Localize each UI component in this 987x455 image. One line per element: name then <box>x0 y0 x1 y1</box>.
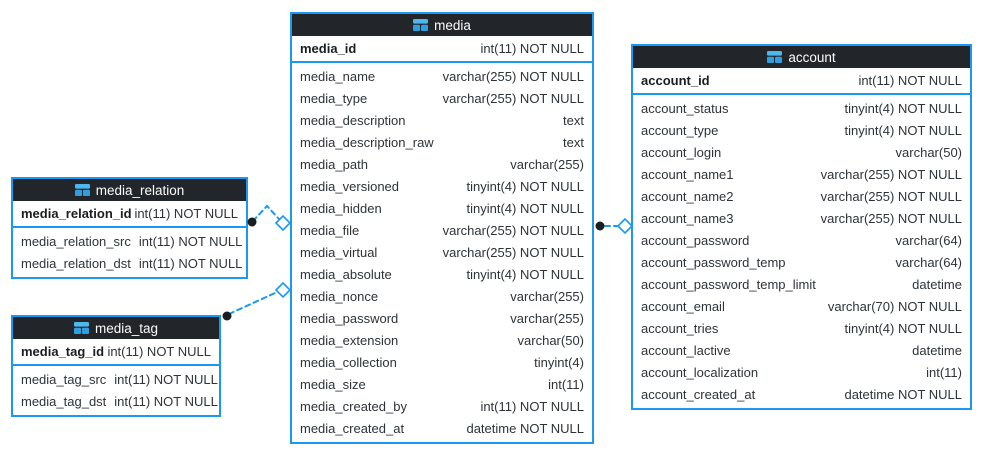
relation-dot <box>223 312 232 321</box>
column-row[interactable] <box>292 329 592 351</box>
column-row[interactable] <box>292 417 592 439</box>
pk-row[interactable] <box>292 36 592 63</box>
column-row[interactable] <box>633 229 970 251</box>
column-name: media_description_raw <box>300 134 434 150</box>
column-type: varchar(255) NOT NULL <box>820 210 962 226</box>
column-row[interactable] <box>292 395 592 417</box>
column-type: datetime <box>912 276 962 292</box>
column-name: account_lactive <box>641 342 731 358</box>
column-name: account_name3 <box>641 210 734 226</box>
column-name: media_tag_id <box>21 344 105 359</box>
column-type: int(11) NOT NULL <box>134 206 238 221</box>
column-name: account_password <box>641 232 750 248</box>
column-type: varchar(255) NOT NULL <box>820 188 962 204</box>
column-name: media_collection <box>300 354 397 370</box>
table-header-media_relation[interactable] <box>13 179 246 201</box>
column-row[interactable] <box>633 207 970 229</box>
column-name: account_name2 <box>641 188 734 204</box>
column-row[interactable] <box>633 141 970 163</box>
column-row[interactable] <box>633 361 970 383</box>
column-type: varchar(255) <box>510 310 584 326</box>
column-row[interactable] <box>13 368 219 390</box>
column-row[interactable] <box>633 163 970 185</box>
column-type: varchar(64) <box>895 232 962 248</box>
column-row[interactable] <box>292 87 592 109</box>
column-type: tinyint(4) NOT NULL <box>844 320 962 336</box>
column-name: media_tag_dst <box>21 393 107 409</box>
column-type: int(11) NOT NULL <box>114 371 218 387</box>
column-type: tinyint(4) NOT NULL <box>466 200 584 216</box>
relation-media_tag-media <box>223 283 291 321</box>
column-row[interactable] <box>13 252 246 274</box>
column-name: account_created_at <box>641 386 756 402</box>
column-type: text <box>563 112 584 128</box>
column-name: media_created_by <box>300 398 407 414</box>
column-name: media_versioned <box>300 178 400 194</box>
column-name: account_login <box>641 144 722 160</box>
column-type: int(11) <box>926 364 962 380</box>
table-icon <box>74 322 89 334</box>
column-row[interactable] <box>292 109 592 131</box>
relation-diamond <box>276 283 290 297</box>
column-type: varchar(255) <box>510 156 584 172</box>
table-header-account[interactable] <box>633 46 970 68</box>
column-name: media_created_at <box>300 420 405 436</box>
column-row[interactable] <box>292 65 592 87</box>
column-name: media_description <box>300 112 406 128</box>
column-type: varchar(50) <box>895 144 962 160</box>
column-name: account_status <box>641 100 729 116</box>
column-type: varchar(255) NOT NULL <box>442 222 584 238</box>
column-name: media_password <box>300 310 399 326</box>
column-name: media_file <box>300 222 360 238</box>
table-icon <box>767 51 782 63</box>
column-row[interactable] <box>292 373 592 395</box>
column-name: media_relation_src <box>21 233 131 249</box>
table-account[interactable] <box>631 44 972 410</box>
column-name: media_size <box>300 376 366 392</box>
column-name: account_email <box>641 298 725 314</box>
table-media_relation[interactable] <box>11 177 248 279</box>
column-name: media_relation_dst <box>21 255 131 271</box>
table-title: media <box>434 17 471 33</box>
table-header-media_tag[interactable] <box>13 317 219 339</box>
column-row[interactable] <box>292 153 592 175</box>
table-title: media_relation <box>95 182 185 198</box>
column-type: datetime NOT NULL <box>844 386 962 402</box>
column-row[interactable] <box>292 241 592 263</box>
column-name: media_id <box>300 41 357 56</box>
table-media[interactable] <box>290 12 594 444</box>
table-header-media[interactable] <box>292 14 592 36</box>
column-row[interactable] <box>13 390 219 412</box>
column-row[interactable] <box>292 131 592 153</box>
column-name: media_tag_src <box>21 371 107 387</box>
column-row[interactable] <box>292 219 592 241</box>
table-media_tag[interactable] <box>11 315 221 417</box>
column-name: media_virtual <box>300 244 378 260</box>
column-type: datetime NOT NULL <box>466 420 584 436</box>
column-name: media_extension <box>300 332 399 348</box>
column-name: media_absolute <box>300 266 392 282</box>
column-type: int(11) NOT NULL <box>480 398 584 414</box>
column-type: tinyint(4) NOT NULL <box>844 122 962 138</box>
column-row[interactable] <box>292 175 592 197</box>
column-name: account_name1 <box>641 166 734 182</box>
column-row[interactable] <box>633 317 970 339</box>
column-type: varchar(64) <box>895 254 962 270</box>
column-type: int(11) NOT NULL <box>114 393 218 409</box>
column-row[interactable] <box>633 97 970 119</box>
column-type: tinyint(4) NOT NULL <box>466 266 584 282</box>
column-name: media_hidden <box>300 200 382 216</box>
column-row[interactable] <box>633 383 970 405</box>
column-row[interactable] <box>292 285 592 307</box>
column-type: varchar(255) NOT NULL <box>442 244 584 260</box>
column-row[interactable] <box>292 263 592 285</box>
column-type: tinyint(4) NOT NULL <box>466 178 584 194</box>
column-row[interactable] <box>633 273 970 295</box>
table-title: media_tag <box>94 320 159 336</box>
column-type: varchar(255) NOT NULL <box>442 68 584 84</box>
column-name: media_path <box>300 156 368 172</box>
column-type: int(11) NOT NULL <box>107 344 211 359</box>
column-type: int(11) NOT NULL <box>480 41 584 56</box>
table-title: account <box>788 49 836 65</box>
column-type: tinyint(4) NOT NULL <box>844 100 962 116</box>
pk-row[interactable] <box>633 68 970 95</box>
table-icon <box>75 184 90 196</box>
pk-row[interactable] <box>13 201 246 228</box>
column-name: account_type <box>641 122 719 138</box>
column-type: varchar(255) <box>510 288 584 304</box>
column-name: media_relation_id <box>21 206 132 221</box>
column-name: account_id <box>641 73 710 88</box>
pk-row[interactable] <box>13 339 219 366</box>
column-row[interactable] <box>292 351 592 373</box>
column-type: varchar(255) NOT NULL <box>442 90 584 106</box>
relation-media_relation-media <box>248 206 291 230</box>
column-type: varchar(70) NOT NULL <box>827 298 962 314</box>
column-name: media_name <box>300 68 376 84</box>
column-row[interactable] <box>633 119 970 141</box>
column-name: account_tries <box>641 320 719 336</box>
relation-diamond <box>618 219 632 233</box>
column-row[interactable] <box>633 251 970 273</box>
column-type: varchar(255) NOT NULL <box>820 166 962 182</box>
relation-media-account <box>596 219 633 233</box>
relation-diamond <box>276 216 290 230</box>
column-row[interactable] <box>13 230 246 252</box>
column-name: media_type <box>300 90 368 106</box>
column-row[interactable] <box>633 185 970 207</box>
column-type: text <box>563 134 584 150</box>
column-row[interactable] <box>292 197 592 219</box>
relation-dot <box>248 218 257 227</box>
column-type: varchar(50) <box>517 332 584 348</box>
column-name: account_password_temp_limit <box>641 276 816 292</box>
column-type: tinyint(4) <box>534 354 584 370</box>
column-name: account_localization <box>641 364 759 380</box>
column-row[interactable] <box>633 339 970 361</box>
column-type: datetime <box>912 342 962 358</box>
column-type: int(11) <box>548 376 584 392</box>
column-name: account_password_temp <box>641 254 786 270</box>
relation-dot <box>596 222 605 231</box>
column-row[interactable] <box>633 295 970 317</box>
column-name: media_nonce <box>300 288 379 304</box>
column-type: int(11) NOT NULL <box>858 73 962 88</box>
table-icon <box>413 19 428 31</box>
column-type: int(11) NOT NULL <box>138 233 243 249</box>
column-type: int(11) NOT NULL <box>138 255 243 271</box>
column-row[interactable] <box>292 307 592 329</box>
